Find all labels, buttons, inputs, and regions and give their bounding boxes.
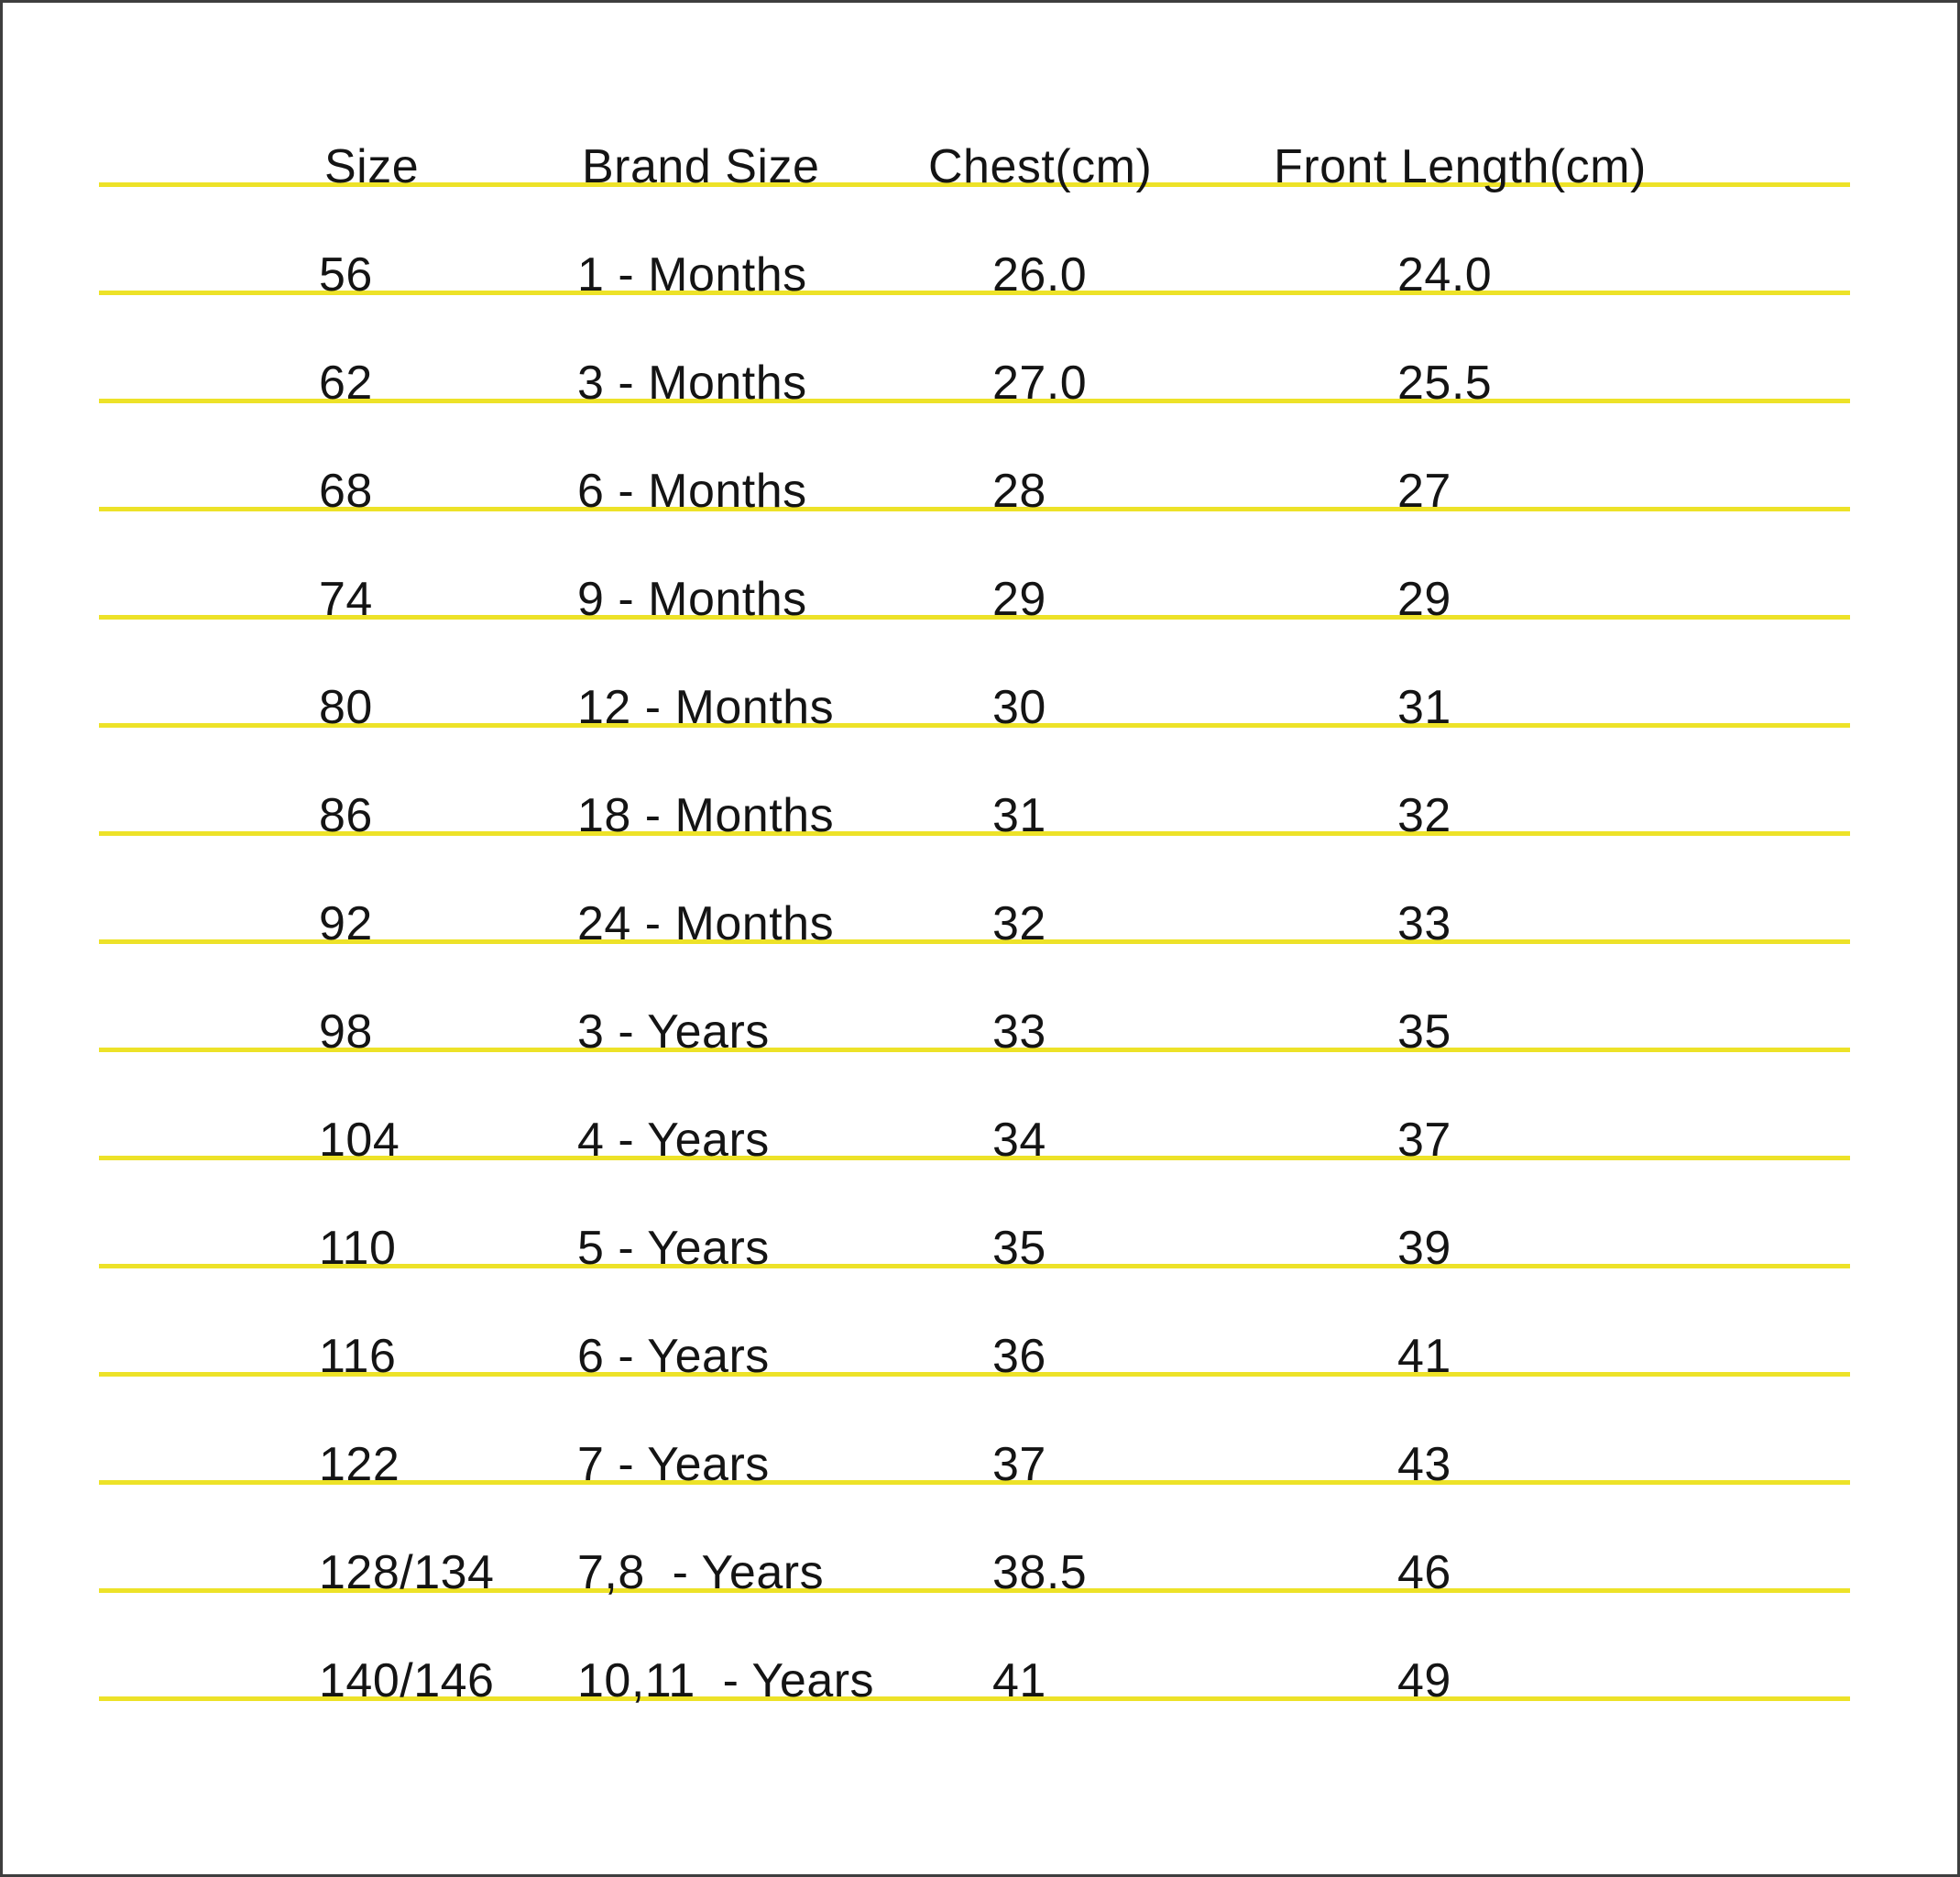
size-cell: 104 [319, 1114, 400, 1167]
front-length-cell: 43 [1397, 1438, 1451, 1491]
size-cell: 128/134 [319, 1546, 495, 1599]
chest-cell: 41 [992, 1654, 1046, 1707]
brand-size-cell: 1 - Months [577, 248, 807, 302]
table-row [99, 620, 1850, 734]
front-length-cell: 24.0 [1397, 248, 1493, 302]
chest-cell: 35 [992, 1222, 1046, 1275]
table-row [99, 403, 1850, 518]
chest-cell: 37 [992, 1438, 1046, 1491]
table-row [99, 1377, 1850, 1491]
table-row [99, 295, 1850, 410]
brand-size-cell: 18 - Months [577, 789, 835, 842]
table-row [99, 1593, 1850, 1707]
size-cell: 122 [319, 1438, 400, 1491]
header-brand-size: Brand Size [582, 140, 820, 193]
header-chest: Chest(cm) [928, 140, 1153, 193]
chest-cell: 32 [992, 897, 1046, 950]
brand-size-cell: 7,8 - Years [577, 1546, 825, 1599]
table-row [99, 836, 1850, 950]
size-cell: 140/146 [319, 1654, 495, 1707]
size-cell: 98 [319, 1005, 373, 1059]
brand-size-cell: 7 - Years [577, 1438, 770, 1491]
chest-cell: 30 [992, 681, 1046, 734]
size-cell: 62 [319, 357, 373, 410]
table-header-row [99, 3, 1850, 193]
front-length-cell: 41 [1397, 1330, 1451, 1383]
front-length-cell: 39 [1397, 1222, 1451, 1275]
front-length-cell: 25.5 [1397, 357, 1493, 410]
chest-cell: 38.5 [992, 1546, 1088, 1599]
front-length-cell: 31 [1397, 681, 1451, 734]
brand-size-cell: 3 - Months [577, 357, 807, 410]
size-cell: 86 [319, 789, 373, 842]
size-cell: 92 [319, 897, 373, 950]
brand-size-cell: 4 - Years [577, 1114, 770, 1167]
size-cell: 110 [319, 1222, 397, 1275]
chest-cell: 34 [992, 1114, 1046, 1167]
brand-size-cell: 3 - Years [577, 1005, 770, 1059]
header-front-length: Front Length(cm) [1274, 140, 1647, 193]
front-length-cell: 27 [1397, 465, 1451, 518]
size-cell: 116 [319, 1330, 397, 1383]
front-length-cell: 46 [1397, 1546, 1451, 1599]
table-row [99, 1268, 1850, 1383]
size-cell: 56 [319, 248, 373, 302]
table-row [99, 511, 1850, 626]
size-cell: 80 [319, 681, 373, 734]
header-size: Size [324, 140, 420, 193]
chest-cell: 33 [992, 1005, 1046, 1059]
chest-cell: 27.0 [992, 357, 1088, 410]
brand-size-cell: 6 - Months [577, 465, 807, 518]
brand-size-cell: 9 - Months [577, 573, 807, 626]
chest-cell: 36 [992, 1330, 1046, 1383]
brand-size-cell: 12 - Months [577, 681, 835, 734]
table-row [99, 944, 1850, 1059]
table-row [99, 1160, 1850, 1275]
chest-cell: 29 [992, 573, 1046, 626]
size-chart-table [99, 3, 1850, 1707]
front-length-cell: 35 [1397, 1005, 1451, 1059]
brand-size-cell: 24 - Months [577, 897, 835, 950]
brand-size-cell: 10,11 - Years [577, 1654, 875, 1707]
size-cell: 74 [319, 573, 373, 626]
front-length-cell: 33 [1397, 897, 1451, 950]
table-row [99, 1485, 1850, 1599]
table-row [99, 1052, 1850, 1167]
front-length-cell: 29 [1397, 573, 1451, 626]
brand-size-cell: 6 - Years [577, 1330, 770, 1383]
chest-cell: 28 [992, 465, 1046, 518]
table-row [99, 728, 1850, 842]
front-length-cell: 32 [1397, 789, 1451, 842]
brand-size-cell: 5 - Years [577, 1222, 770, 1275]
size-cell: 68 [319, 465, 373, 518]
chest-cell: 26.0 [992, 248, 1088, 302]
front-length-cell: 37 [1397, 1114, 1451, 1167]
front-length-cell: 49 [1397, 1654, 1451, 1707]
chest-cell: 31 [992, 789, 1046, 842]
table-row [99, 187, 1850, 302]
